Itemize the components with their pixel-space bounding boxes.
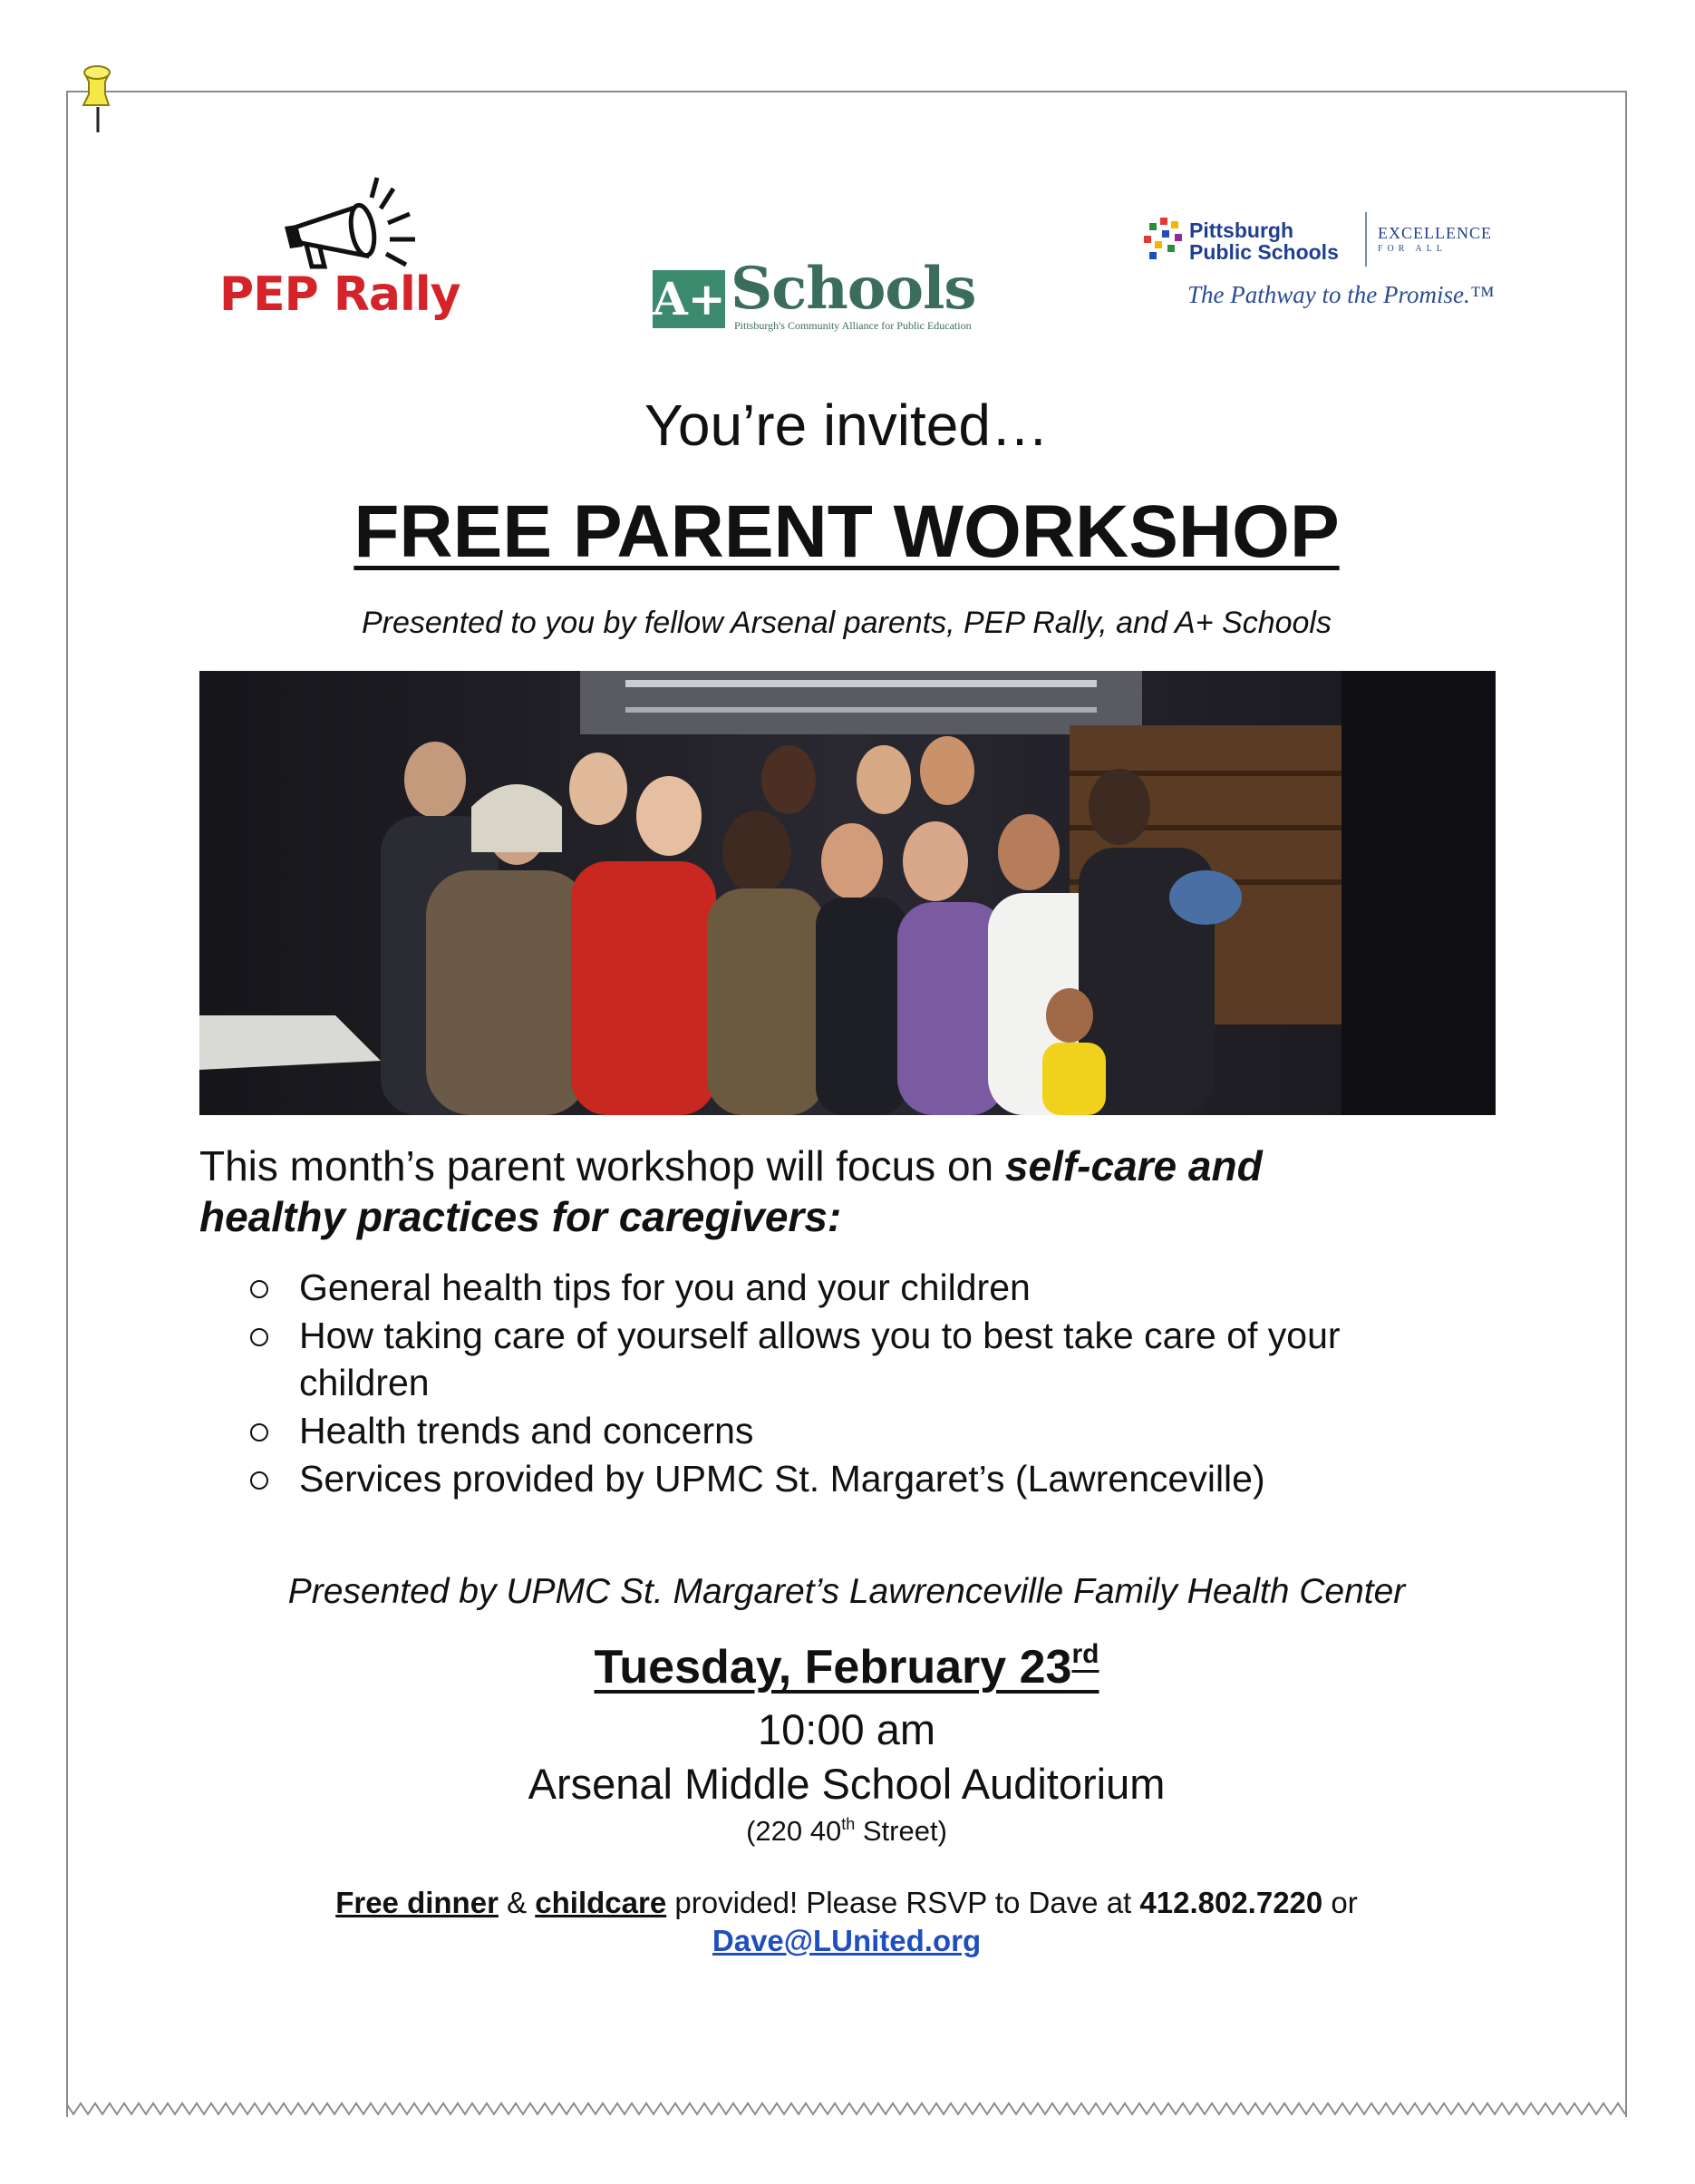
invite-heading: You’re invited… (644, 393, 1049, 458)
pps-name-line1: Pittsburgh (1189, 218, 1293, 242)
focus-paragraph (199, 1141, 1468, 1242)
aplus-tagline: Pittsburgh's Community Alliance for Public Education (734, 319, 972, 332)
list-item-text: How taking care of yourself allows you to best take care of your children (299, 1315, 1341, 1403)
pittsburgh-public-schools-logo (1140, 212, 1495, 321)
pep-rally-logo (218, 172, 480, 335)
pps-excellence (1378, 224, 1492, 257)
list-item (245, 1264, 1441, 1311)
rsvp-amp: & (498, 1886, 536, 1919)
subtitle: Presented to you by fellow Arsenal parents, PEP Rally, and A+ Schools (361, 606, 1332, 640)
address-suffix: th (841, 1815, 856, 1833)
page-title: FREE PARENT WORKSHOP (354, 490, 1340, 573)
presenter-line: Presented by UPMC St. Margaret’s Lawrenceville Family Health Center (287, 1572, 1406, 1611)
rsvp-phone: 412.802.7220 (1139, 1886, 1323, 1919)
pps-for-all: FOR ALL (1378, 244, 1447, 254)
bullet-circle-icon (250, 1423, 268, 1441)
event-time: 10:00 am (758, 1705, 935, 1753)
free-dinner-text: Free dinner (335, 1886, 499, 1919)
aplus-schools-logo (649, 255, 1012, 332)
aplus-mark: A+ (653, 270, 725, 328)
event-date-suffix: rd (1071, 1639, 1099, 1669)
rsvp-line (66, 1886, 1627, 1920)
rsvp-or: or (1322, 1886, 1358, 1919)
event-date-text: Tuesday, February 23 (594, 1641, 1072, 1694)
pps-name-line2: Public Schools (1189, 240, 1339, 264)
aplus-wordmark: Schools (731, 255, 976, 323)
pps-tagline: The Pathway to the Promise.™ (1187, 281, 1495, 308)
pps-name (1189, 219, 1339, 263)
focus-emphasis-2: healthy practices for caregivers: (199, 1193, 842, 1240)
list-item-text: Services provided by UPMC St. Margaret’s (Lawrenceville) (299, 1458, 1265, 1500)
childcare-text: childcare (535, 1886, 667, 1919)
pps-excellence-word: EXCELLENCE (1378, 224, 1492, 242)
event-date (66, 1639, 1627, 1694)
group-photo (199, 671, 1496, 1115)
event-address (66, 1815, 1627, 1848)
address-post: Street) (855, 1815, 947, 1847)
list-item (245, 1407, 1441, 1454)
pushpin-icon[interactable] (76, 63, 116, 136)
list-item-text: General health tips for you and your children (299, 1267, 1031, 1308)
topic-list (245, 1264, 1441, 1503)
bullet-circle-icon (250, 1280, 268, 1298)
pps-dots-icon (1140, 216, 1186, 261)
rsvp-text: provided! Please RSVP to Dave at (666, 1886, 1140, 1919)
list-item (245, 1312, 1441, 1406)
list-item (245, 1455, 1441, 1502)
event-venue: Arsenal Middle School Auditorium (528, 1760, 1166, 1808)
megaphone-icon (274, 172, 437, 272)
group-photo-illustration (199, 671, 1496, 1115)
focus-emphasis-1: self-care and (1004, 1142, 1263, 1189)
pep-rally-wordmark: PEP Rally (219, 267, 460, 322)
address-pre: (220 40 (746, 1815, 842, 1847)
list-item-text: Health trends and concerns (299, 1410, 754, 1451)
pps-divider (1365, 212, 1367, 267)
rsvp-email-link[interactable]: Dave@LUnited.org (712, 1924, 982, 1957)
torn-edge (66, 2101, 1627, 2120)
bullet-circle-icon (250, 1328, 268, 1346)
focus-intro: This month’s parent workshop will focus on (199, 1142, 1005, 1189)
bullet-circle-icon (250, 1471, 268, 1490)
